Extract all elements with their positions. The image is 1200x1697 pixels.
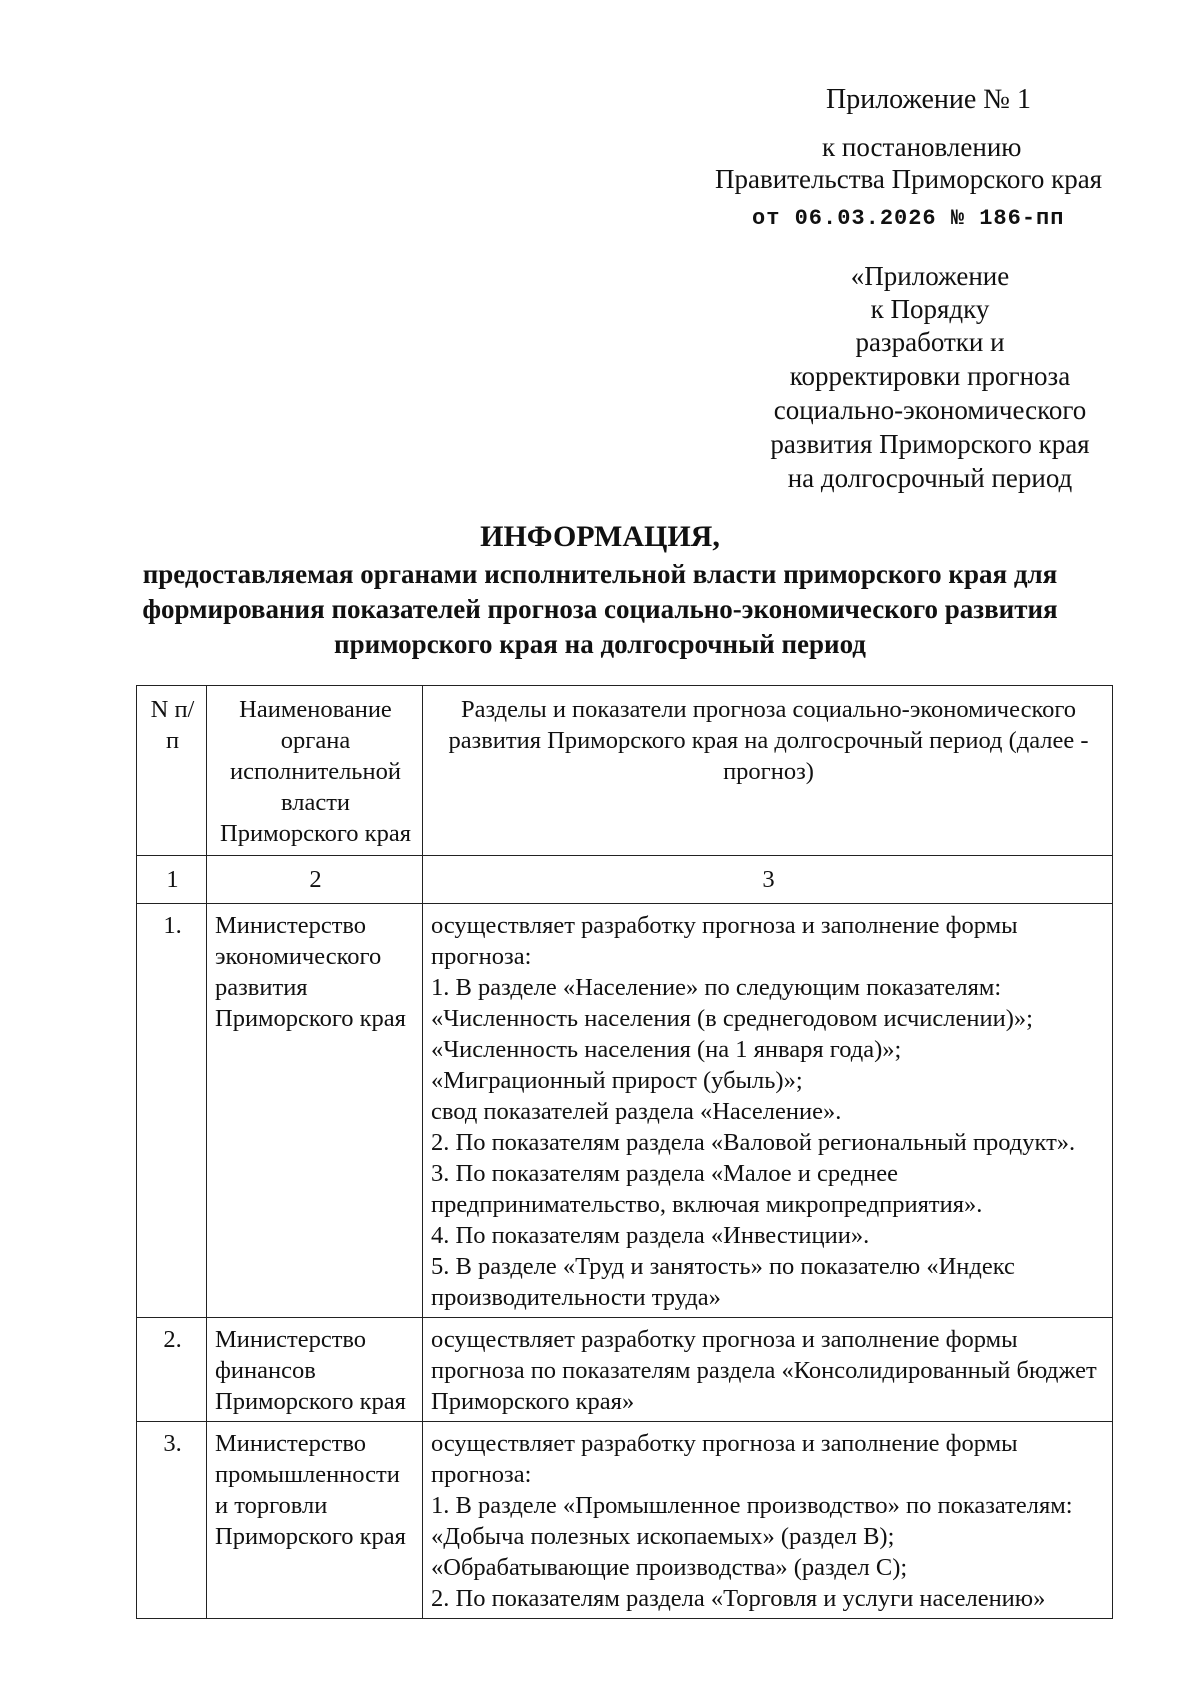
row-line: 1. В разделе «Промышленное производство» по показателям: xyxy=(431,1492,1073,1519)
column-number-2: 2 xyxy=(207,856,423,904)
to-resolution: к постановлению xyxy=(822,132,1022,162)
header-sections: Разделы и показатели прогноза социально-экономического развития Приморского края на долгосрочный период (далее - прогноз) xyxy=(423,686,1113,856)
row-line: осуществляет разработку прогноза и заполнение формы прогноза по показателям раздела «Консолидированный бюджет Приморского края» xyxy=(431,1326,1097,1415)
row-number: 2. xyxy=(137,1318,207,1422)
quote-line-5: социально-экономического xyxy=(773,395,1087,425)
resolution-date-number: от 06.03.2026 № 186-пп xyxy=(752,206,1065,231)
row-organ: Министерство экономического развития Приморского края xyxy=(207,904,423,1318)
row-line: осуществляет разработку прогноза и заполнение формы прогноза: xyxy=(431,1430,1018,1488)
row-sections xyxy=(423,904,1113,1318)
row-line: «Обрабатывающие производства» (раздел C); xyxy=(431,1554,908,1581)
quote-line-4: корректировки прогноза xyxy=(789,361,1071,391)
document-subtitle-line-3: приморского края на долгосрочный период xyxy=(334,629,866,659)
row-line: 2. По показателям раздела «Валовой региональный продукт». xyxy=(431,1129,1076,1156)
quote-line-2: к Порядку xyxy=(870,294,990,324)
row-organ: Министерство финансов Приморского края xyxy=(207,1318,423,1422)
quote-line-3: разработки и xyxy=(855,327,1005,357)
row-line: свод показателей раздела «Население». xyxy=(431,1098,842,1125)
column-number-3: 3 xyxy=(423,856,1113,904)
row-number: 1. xyxy=(137,904,207,1318)
document-subtitle-line-1: предоставляемая органами исполнительной власти приморского края для xyxy=(142,559,1058,589)
table-row xyxy=(137,1422,1113,1619)
row-line: «Численность населения (в среднегодовом исчислении)»; xyxy=(431,1005,1033,1032)
row-sections xyxy=(423,1318,1113,1422)
row-line: 2. По показателям раздела «Торговля и услуги населению» xyxy=(431,1585,1046,1612)
column-number-1: 1 xyxy=(137,856,207,904)
quote-line-6: развития Приморского края xyxy=(770,429,1090,459)
appendix-number: Приложение № 1 xyxy=(826,84,1031,115)
row-sections xyxy=(423,1422,1113,1619)
document-title: ИНФОРМАЦИЯ, xyxy=(480,520,720,553)
row-number: 3. xyxy=(137,1422,207,1619)
row-line: 4. По показателям раздела «Инвестиции». xyxy=(431,1222,870,1249)
row-line: 5. В разделе «Труд и занятость» по показателю «Индекс производительности труда» xyxy=(431,1253,1015,1311)
information-table xyxy=(136,685,1113,1619)
header-organ: Наименование органа исполнительной власти Приморского края xyxy=(207,686,423,856)
row-organ: Министерство промышленности и торговли Приморского края xyxy=(207,1422,423,1619)
quote-line-1: «Приложение xyxy=(850,261,1010,291)
row-line: «Миграционный прирост (убыль)»; xyxy=(431,1067,803,1094)
row-line: осуществляет разработку прогноза и заполнение формы прогноза: xyxy=(431,912,1018,970)
quote-line-7: на долгосрочный период xyxy=(787,463,1073,493)
table-row xyxy=(137,904,1113,1318)
table-row xyxy=(137,1318,1113,1422)
row-line: «Численность населения (на 1 января года)»; xyxy=(431,1036,902,1063)
row-line: «Добыча полезных ископаемых» (раздел B); xyxy=(431,1523,895,1550)
row-line: 1. В разделе «Население» по следующим показателям: xyxy=(431,974,1002,1001)
header-number: N п/п xyxy=(137,686,207,856)
table-header-row xyxy=(137,686,1113,856)
column-numbers-row xyxy=(137,856,1113,904)
row-line: 3. По показателям раздела «Малое и среднее предпринимательство, включая микропредприятия». xyxy=(431,1160,983,1218)
document-subtitle-line-2: формирования показателей прогноза социально-экономического развития xyxy=(142,594,1058,624)
government-name: Правительства Приморского края xyxy=(715,164,1103,194)
